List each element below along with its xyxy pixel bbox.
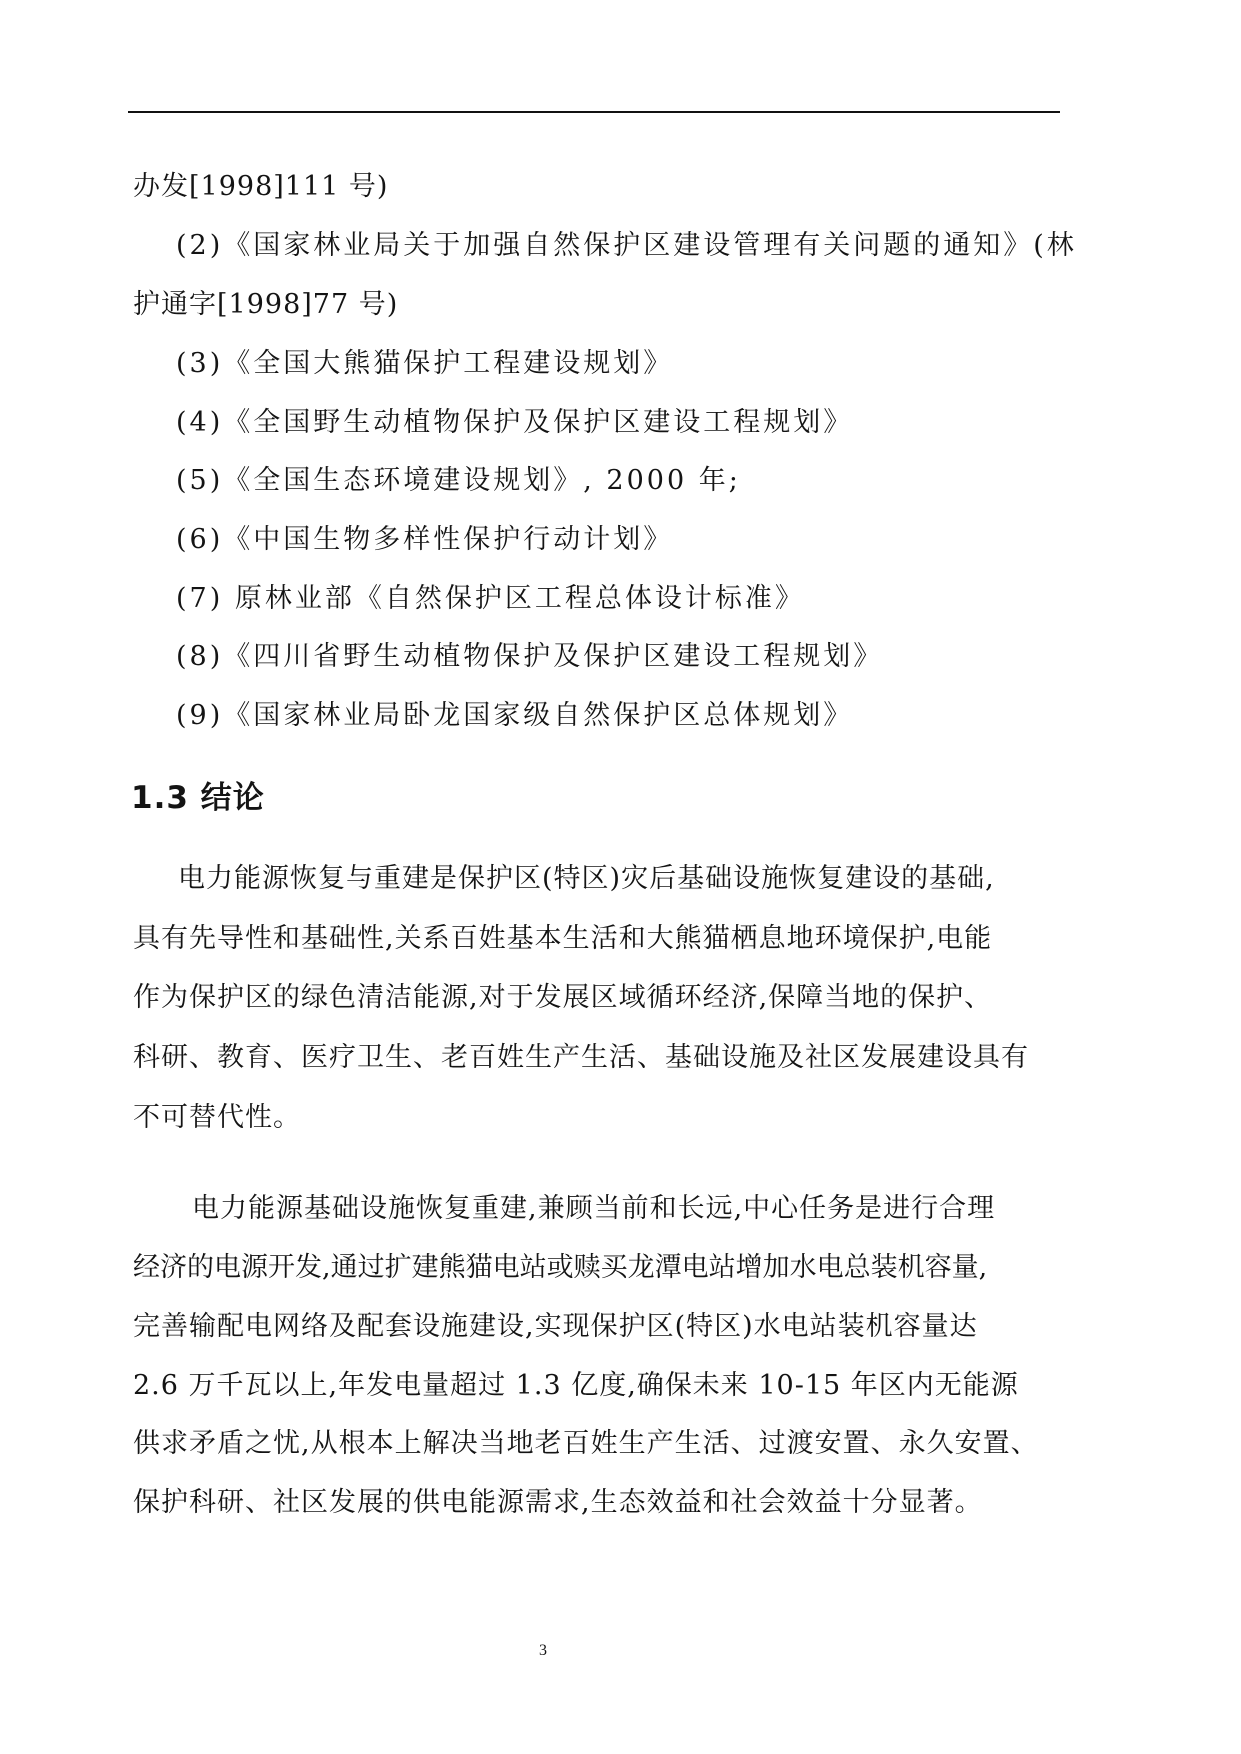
paragraph-1-line-1: 电力能源恢复与重建是保护区(特区)灾后基础设施恢复建设的基础,	[178, 863, 995, 894]
paragraph-1-line-3: 作为保护区的绿色清洁能源,对于发展区域循环经济,保障当地的保护、	[133, 982, 993, 1013]
paragraph-1-line-4: 科研、教育、医疗卫生、老百姓生产生活、基础设施及社区发展建设具有	[133, 1042, 1029, 1073]
section-heading: 1.3 结论	[131, 780, 265, 816]
paragraph-1-line-2: 具有先导性和基础性,关系百姓基本生活和大熊猫栖息地环境保护,电能	[133, 923, 993, 954]
reference-item-7: (7) 原林业部《自然保护区工程总体设计标准》	[176, 583, 805, 614]
reference-item-2-line-1: (2)《国家林业局关于加强自然保护区建设管理有关问题的通知》(林	[176, 230, 1077, 261]
reference-item-3: (3)《全国大熊猫保护工程建设规划》	[176, 348, 674, 379]
reference-item-6: (6)《中国生物多样性保护行动计划》	[176, 524, 674, 555]
reference-continuation: 办发[1998]111 号)	[133, 171, 389, 202]
reference-item-8: (8)《四川省野生动植物保护及保护区建设工程规划》	[176, 641, 884, 672]
page-number: 3	[539, 1642, 547, 1659]
reference-item-4: (4)《全国野生动植物保护及保护区建设工程规划》	[176, 407, 854, 438]
reference-item-9: (9)《国家林业局卧龙国家级自然保护区总体规划》	[176, 700, 854, 731]
paragraph-2-line-1: 电力能源基础设施恢复重建,兼顾当前和长远,中心任务是进行合理	[192, 1193, 996, 1224]
paragraph-2-line-5: 供求矛盾之忧,从根本上解决当地老百姓生产生活、过渡安置、永久安置、	[133, 1428, 1039, 1459]
reference-item-2-line-2: 护通字[1998]77 号)	[133, 289, 399, 320]
paragraph-2-line-3: 完善输配电网络及配套设施建设,实现保护区(特区)水电站装机容量达	[133, 1311, 978, 1342]
paragraph-2-line-6: 保护科研、社区发展的供电能源需求,生态效益和社会效益十分显著。	[133, 1487, 983, 1518]
paragraph-2-line-4: 2.6 万千瓦以上,年发电量超过 1.3 亿度,确保未来 10-15 年区内无能源	[133, 1370, 1019, 1401]
paragraph-1-line-5: 不可替代性。	[133, 1102, 301, 1133]
paragraph-2-line-2: 经济的电源开发,通过扩建熊猫电站或赎买龙潭电站增加水电总装机容量,	[133, 1252, 988, 1283]
reference-item-5: (5)《全国生态环境建设规划》, 2000 年;	[176, 465, 741, 496]
header-rule	[128, 111, 1060, 113]
